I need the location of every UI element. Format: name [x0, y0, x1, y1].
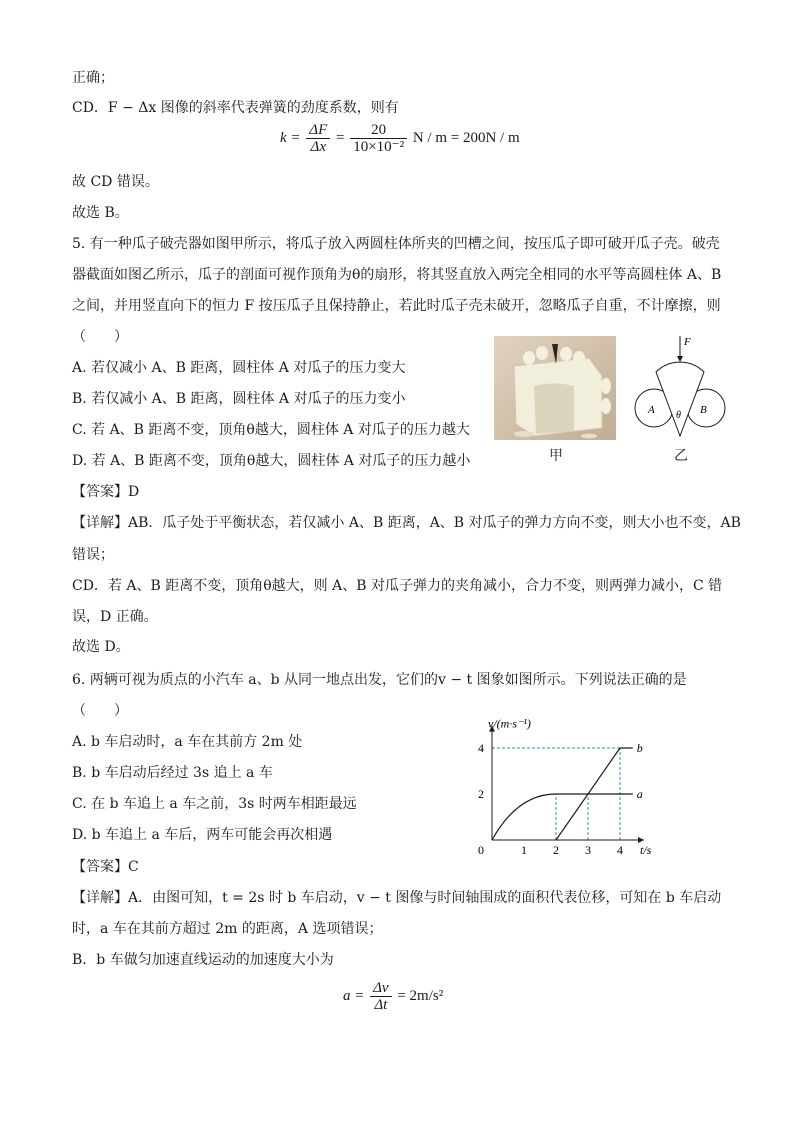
x-axis-label: t/s [640, 843, 652, 857]
eq-k-frac2 [350, 122, 407, 155]
label-b: B [700, 404, 707, 416]
q6-stem-2: （ ） [72, 703, 128, 719]
vt-chart [470, 708, 690, 858]
q5-detail-2: 错误； [72, 547, 114, 563]
force-arrowhead [677, 356, 683, 362]
line-cd-wrong: 故 CD 错误。 [72, 174, 159, 190]
x-tick-label-3: 3 [585, 843, 591, 857]
q5-detail-4: 误，D 正确。 [72, 609, 158, 625]
y-axis-label: v/(m·s⁻¹) [488, 716, 531, 731]
q5-stem-2: 器截面如图乙所示，瓜子的剖面可视作顶角为θ的扇形，将其竖直放入两完全相同的水平等高圆柱体 A、B [72, 267, 722, 283]
q5-option-d: D. 若 A、B 距离不变，顶角θ越大，圆柱体 A 对瓜子的压力越小 [72, 453, 471, 469]
q5-option-c: C. 若 A、B 距离不变，顶角θ越大，圆柱体 A 对瓜子的压力越大 [72, 422, 470, 438]
q6-detail-2: 时，a 车在其前方超过 2m 的距离，A 选项错误； [72, 921, 383, 937]
q5-stem-3: 之间，并用竖直向下的恒力 F 按压瓜子且保持静止，若此时瓜子壳未破开，忽略瓜子自重，不计摩擦，则 [72, 298, 721, 314]
q5-stem-4: （ ） [72, 329, 128, 345]
eq-a-lhs: a = [343, 987, 365, 1004]
eq-k-num1: ΔF [306, 122, 330, 139]
q6-stem-1: 6. 两辆可视为质点的小汽车 a、b 从同一地点出发，它们的v − t 图象如图所示。下列说法正确的是 [72, 672, 687, 688]
eq-a-num: Δv [370, 980, 391, 997]
line-choose-b: 故选 B。 [72, 205, 129, 221]
q5-stem-1: 5. 有一种瓜子破壳器如图甲所示，将瓜子放入两圆柱体所夹的凹槽之间，按压瓜子即可破开瓜子壳。破壳 [72, 236, 720, 252]
series-b-label: b [636, 741, 643, 755]
series-a-label: a [636, 787, 643, 801]
line-cd-slope: CD．F − Δx 图像的斜率代表弹簧的劲度系数，则有 [72, 100, 399, 116]
x-tick-label-1: 1 [521, 843, 527, 857]
q6-option-d: D. b 车追上 a 车后，两车可能会再次相遇 [72, 827, 333, 843]
eq-k-lhs: k = [280, 129, 301, 146]
figure-jia [494, 336, 616, 440]
line-correct: 正确； [72, 70, 114, 86]
eq-a-frac [370, 980, 391, 1013]
q6-detail-3: B．b 车做匀加速直线运动的加速度大小为 [72, 952, 334, 968]
origin-label: 0 [478, 843, 484, 857]
x-tick-label-4: 4 [617, 843, 623, 857]
eq-k-equals: = [336, 129, 345, 146]
y-tick-label-2: 2 [478, 787, 484, 801]
eq-k-num2: 20 [350, 122, 407, 139]
equation-a [343, 980, 443, 1013]
q6-option-c: C. 在 b 车追上 a 车之前，3s 时两车相距最远 [72, 796, 357, 812]
q5-option-a: A. 若仅减小 A、B 距离，圆柱体 A 对瓜子的压力变大 [72, 360, 406, 376]
y-tick-label-4: 4 [478, 741, 484, 755]
force-label: F [684, 336, 691, 348]
eq-k-rhs: N / m = 200N / m [412, 129, 520, 146]
q6-answer: 【答案】C [72, 859, 139, 875]
eq-k-den2: 10×10⁻² [353, 139, 405, 155]
x-tick-label-2: 2 [553, 843, 559, 857]
q6-option-b: B. b 车启动后经过 3s 追上 a 车 [72, 765, 273, 781]
figure-jia-caption: 甲 [549, 448, 563, 464]
series-a-line [492, 794, 633, 840]
figure-yi [632, 334, 732, 444]
q6-option-a: A. b 车启动时，a 车在其前方 2m 处 [72, 734, 303, 750]
equation-k [280, 122, 520, 155]
q5-option-b: B. 若仅减小 A、B 距离，圆柱体 A 对瓜子的压力变小 [72, 391, 406, 407]
eq-a-den: Δt [374, 997, 388, 1013]
figure-yi-caption: 乙 [674, 448, 688, 464]
label-a: A [648, 404, 655, 416]
q6-detail-1: 【详解】A．由图可知，t = 2s 时 b 车启动，v − t 图像与时间轴围成的面积代表位移，可知在 b 车启动 [72, 890, 722, 906]
eq-a-rhs: = 2m/s² [397, 987, 444, 1004]
label-theta: θ [676, 410, 681, 421]
q5-answer: 【答案】D [72, 484, 140, 500]
q5-detail-1: 【详解】AB．瓜子处于平衡状态，若仅减小 A、B 距离，A、B 对瓜子的弹力方向不变，则大小也不变，AB [72, 515, 741, 531]
q5-detail-3: CD．若 A、B 距离不变，顶角θ越大，则 A、B 对瓜子弹力的夹角减小，合力不变，则两弹力减小，C 错 [72, 578, 723, 594]
eq-k-den1: Δx [310, 139, 326, 155]
eq-k-frac1 [306, 122, 330, 155]
q5-detail-5: 故选 D。 [72, 639, 130, 655]
